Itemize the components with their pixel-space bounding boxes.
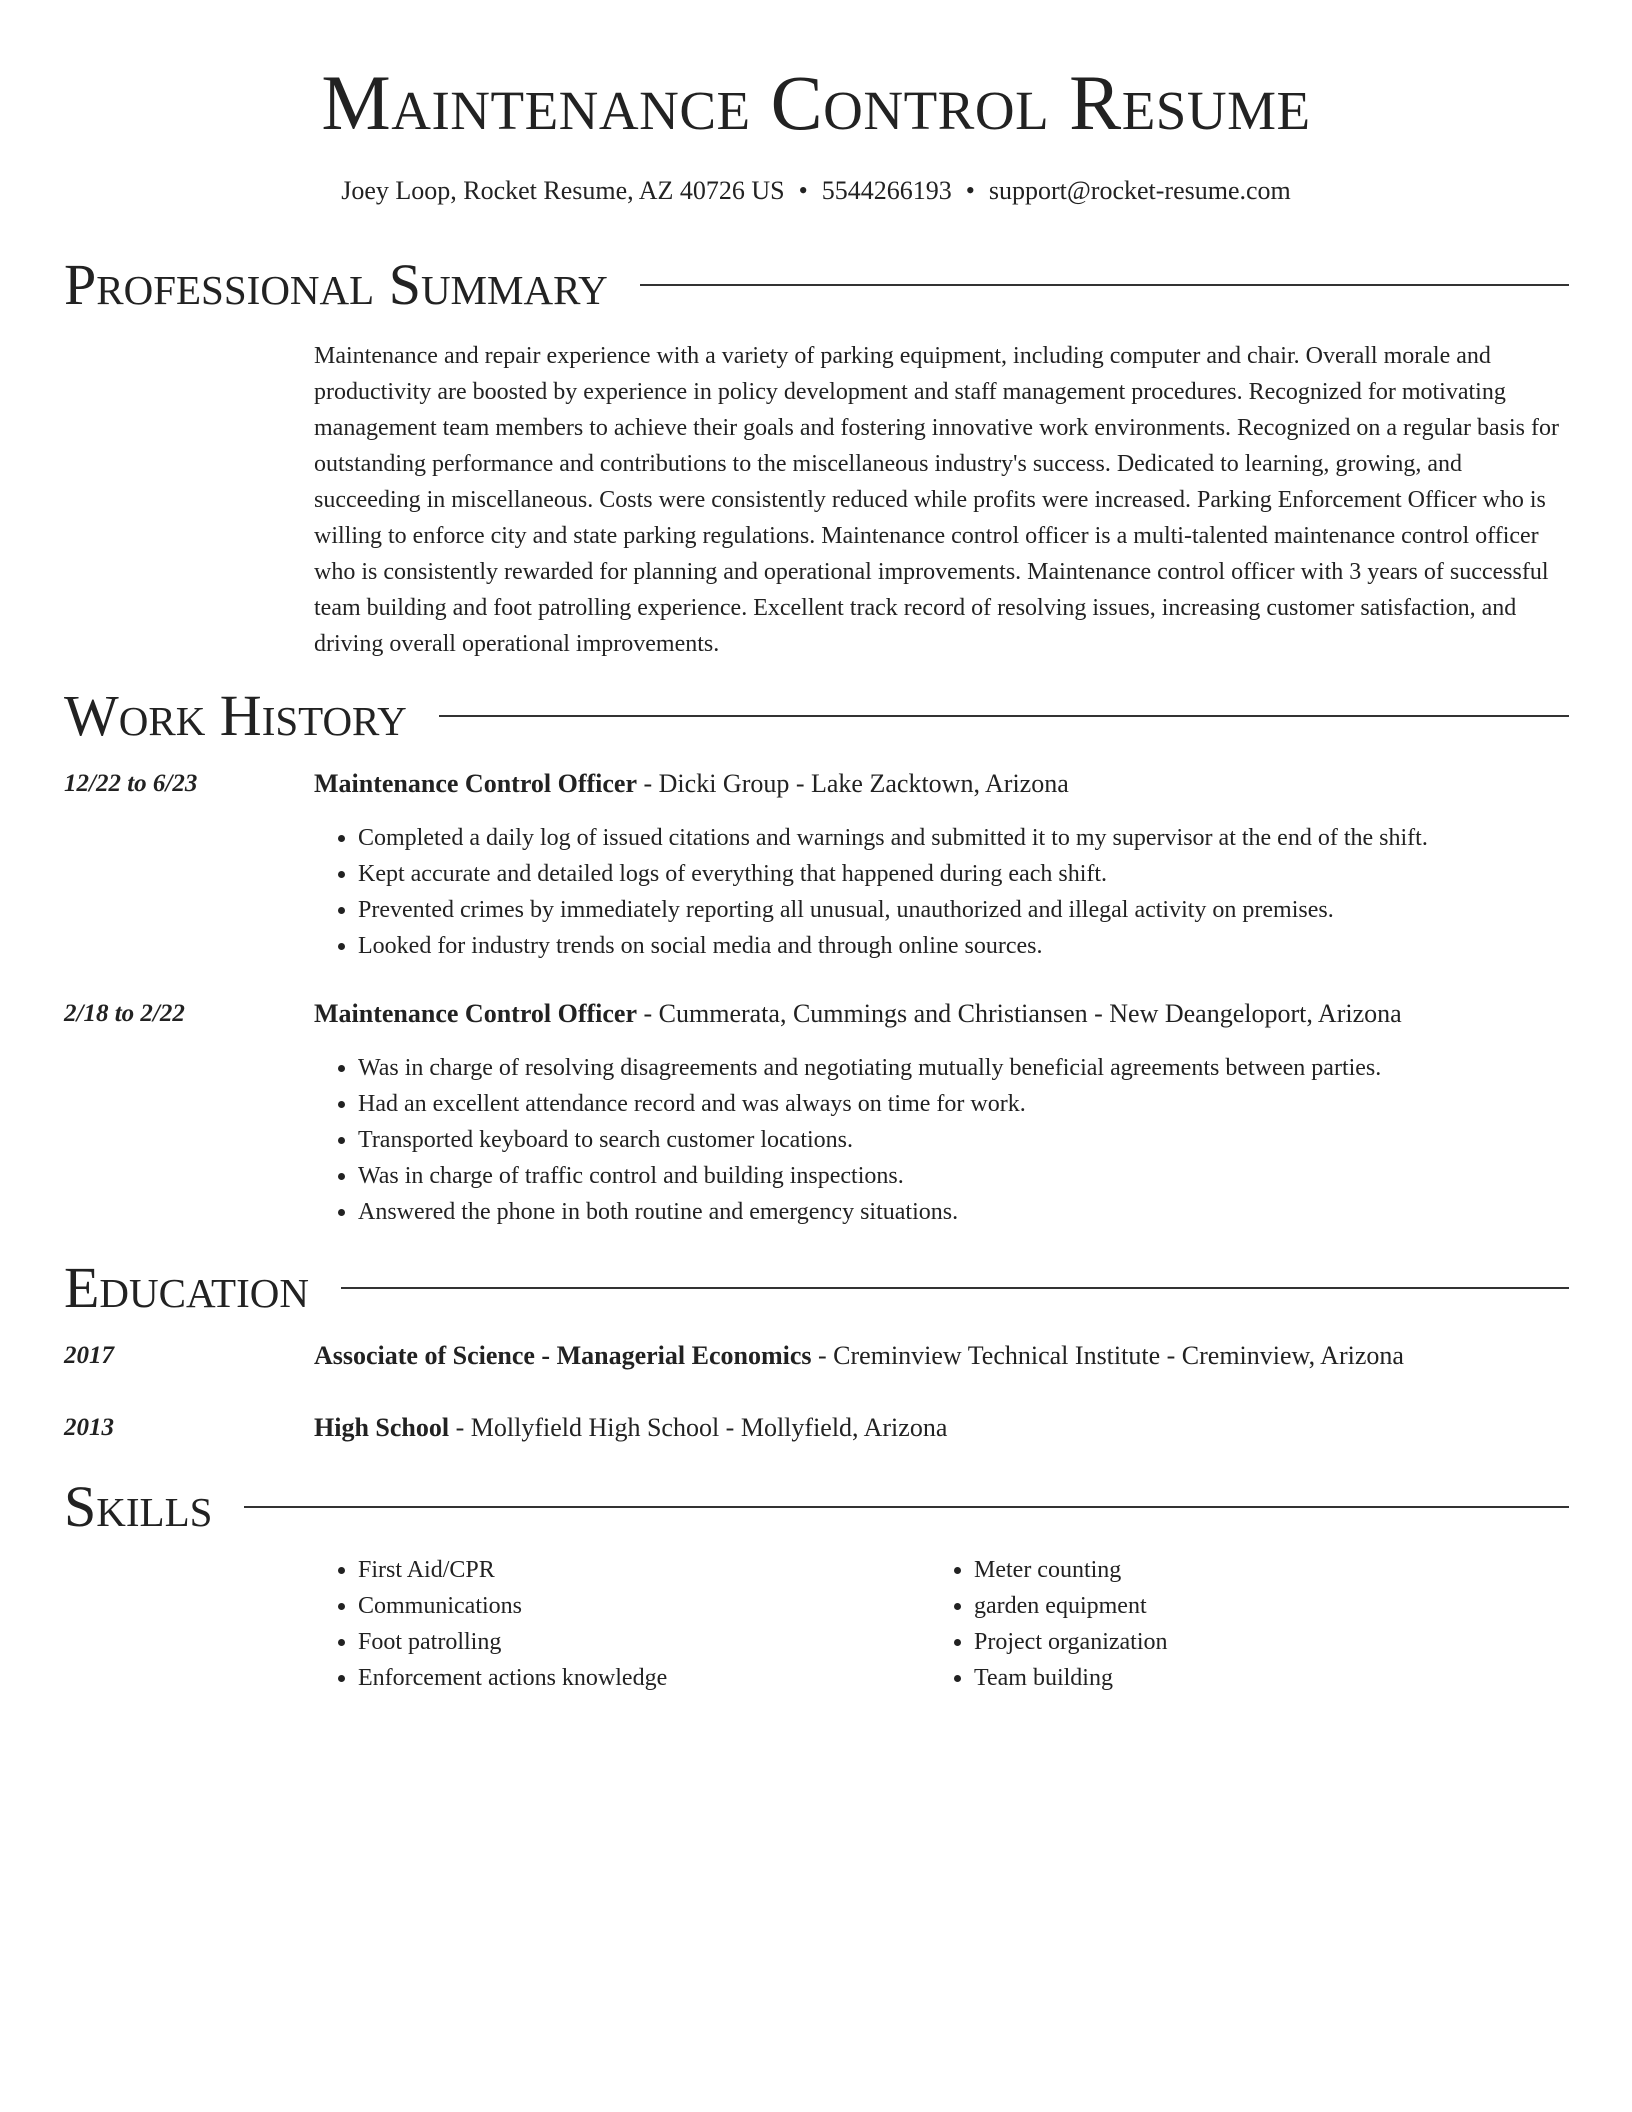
list-item: • Transported keyboard to search customer locations.	[358, 1122, 1568, 1158]
contact-line	[0, 174, 1632, 208]
summary-heading: Professional Summary	[64, 250, 640, 320]
skill-item: • Team building	[974, 1660, 1534, 1696]
list-item: • Was in charge of resolving disagreements and negotiating mutually beneficial agreements between parties.	[358, 1050, 1568, 1086]
skills-list-left	[314, 1552, 918, 1696]
job-title: Maintenance Control Officer	[314, 769, 637, 798]
education-heading: Education	[64, 1253, 341, 1323]
job-title: Maintenance Control Officer	[314, 999, 637, 1028]
skill-item: • Project organization	[974, 1624, 1534, 1660]
education-details: - Mollyfield High School - Mollyfield, Arizona	[449, 1413, 948, 1442]
list-item: • Answered the phone in both routine and emergency situations.	[358, 1194, 1568, 1230]
education-section-header	[64, 1253, 1569, 1323]
skills-heading: Skills	[64, 1472, 244, 1542]
contact-phone: 5544266193	[821, 176, 952, 205]
education-entry	[314, 1411, 947, 1445]
list-item: • Completed a daily log of issued citations and warnings and submitted it to my supervisor at the end of the shift.	[358, 820, 1568, 856]
skill-item: • First Aid/CPR	[358, 1552, 918, 1588]
work-section-header	[64, 681, 1569, 751]
degree-title: Associate of Science - Managerial Economics	[314, 1341, 812, 1370]
skills-section-header	[64, 1472, 1569, 1542]
skills-list-right	[930, 1552, 1534, 1696]
job-details: - Cummerata, Cummings and Christiansen - New Deangeloport, Arizona	[637, 999, 1402, 1028]
skill-item: • Enforcement actions knowledge	[358, 1660, 918, 1696]
job-details: - Dicki Group - Lake Zacktown, Arizona	[637, 769, 1069, 798]
contact-email: support@rocket-resume.com	[988, 176, 1291, 205]
job-bullets	[314, 1050, 1568, 1230]
skill-item: • garden equipment	[974, 1588, 1534, 1624]
list-item: • Prevented crimes by immediately reporting all unusual, unauthorized and illegal activity on premises.	[358, 892, 1568, 928]
degree-title: High School	[314, 1413, 450, 1442]
education-year: 2013	[64, 1414, 114, 1441]
job-dates: 2/18 to 2/22	[64, 1000, 185, 1027]
summary-section-header	[64, 250, 1569, 320]
education-entry	[314, 1339, 1404, 1373]
list-item: • Looked for industry trends on social media and through online sources.	[358, 928, 1568, 964]
resume-title: Maintenance Control Resume	[321, 59, 1311, 146]
contact-separator: •	[965, 176, 975, 205]
job-dates: 12/22 to 6/23	[64, 770, 198, 797]
list-item: • Kept accurate and detailed logs of everything that happened during each shift.	[358, 856, 1568, 892]
section-divider	[64, 1506, 1569, 1508]
job-bullets	[314, 820, 1568, 964]
skill-item: • Foot patrolling	[358, 1624, 918, 1660]
list-item: • Was in charge of traffic control and building inspections.	[358, 1158, 1568, 1194]
work-heading: Work History	[64, 681, 439, 751]
job-header	[314, 767, 1069, 801]
contact-separator: •	[798, 176, 808, 205]
job-header	[314, 997, 1402, 1031]
contact-address: Joey Loop, Rocket Resume, AZ 40726 US	[341, 176, 785, 205]
skill-item: • Communications	[358, 1588, 918, 1624]
summary-text: Maintenance and repair experience with a variety of parking equipment, including computer and chair. Overall morale and productivity are boosted by experience in policy development and staff management procedures. Recognized for motivating management team members to achieve their goals and fostering innovative work environments. Recognized on a regular basis for outstanding performance and contributions to the miscellaneous industry's success. Dedicated to learning, growing, and succeeding in miscellaneous. Costs were consistently reduced while profits were increased. Parking Enforcement Officer who is willing to enforce city and state parking regulations. Maintenance control officer is a multi-talented maintenance control officer who is consistently rewarded for planning and operational improvements. Maintenance control officer with 3 years of successful team building and foot patrolling experience. Excellent track record of resolving issues, increasing customer satisfaction, and driving overall operational improvements.	[314, 343, 1559, 657]
education-details: - Creminview Technical Institute - Creminview, Arizona	[811, 1341, 1404, 1370]
skill-item: • Meter counting	[974, 1552, 1534, 1588]
list-item: • Had an excellent attendance record and was always on time for work.	[358, 1086, 1568, 1122]
education-year: 2017	[64, 1342, 114, 1369]
